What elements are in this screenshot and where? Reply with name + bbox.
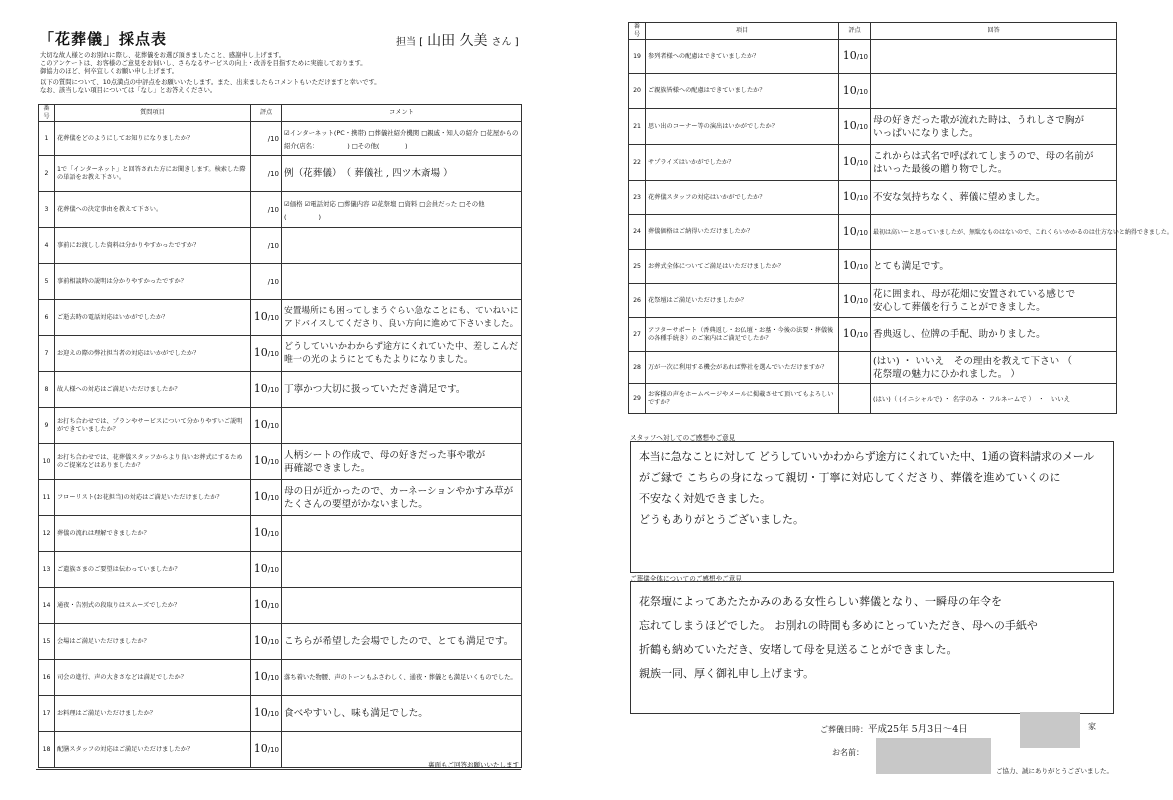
score-cell[interactable]	[839, 40, 871, 74]
header-no: 番号	[39, 105, 55, 122]
table-row	[629, 181, 1117, 215]
comment-cell[interactable]	[871, 40, 1117, 74]
comment-text: 安置場所にも困ってしまうぐらい急なことにも、ていねいに アドバイスしてくださり、良い方向に進めて下さいました。	[284, 305, 519, 329]
score-max: /10	[267, 494, 279, 502]
score-cell[interactable]	[251, 660, 282, 696]
question-text: 配膳スタッフの対応はご満足いただけましたか？	[55, 732, 251, 768]
question-number: 12	[39, 516, 55, 552]
name-label: お名前：	[832, 748, 864, 757]
comment-text: これからは式名で呼ばれてしまうので、母の名前が はいった最後の贈り物でした。	[873, 150, 1094, 175]
score-cell[interactable]	[251, 552, 282, 588]
score-cell[interactable]	[251, 300, 282, 336]
question-number: 17	[39, 696, 55, 732]
score-max: /10	[267, 638, 279, 646]
table-row	[39, 660, 522, 696]
question-text: 花祭壇はご満足いただけましたか？	[646, 284, 839, 318]
comment-cell[interactable]	[871, 181, 1117, 215]
question-number: 22	[629, 145, 646, 181]
question-number: 28	[629, 352, 646, 384]
score-cell[interactable]	[839, 352, 871, 384]
table-row	[39, 156, 522, 192]
table-row	[39, 228, 522, 264]
table-row	[39, 516, 522, 552]
question-text: 会場はご満足いただけましたか？	[55, 624, 251, 660]
page-footer-note: 裏面もご回答お願いいたします	[428, 761, 519, 769]
comment-text: (はい)（ (イニシャルで) ・ 名字のみ ・ フルネームで ） ・ いいえ	[873, 395, 1071, 403]
score-value: 10	[253, 598, 268, 611]
question-text: 花葬儀スタッフの対応はいかがでしたか？	[646, 181, 839, 215]
header-no: 番号	[629, 23, 646, 40]
score-value: 10	[253, 742, 268, 755]
header-question: 質問項目	[55, 105, 251, 122]
comment-text: 母の好きだった歌が流れた時は、うれしさで胸が いっぱいになりました。	[873, 114, 1085, 139]
feedback-line: 花祭壇によってあたたかみのある女性らしい葬儀となり、一瞬母の年令を	[639, 595, 1002, 608]
score-value: 10	[842, 327, 857, 340]
score-max: /10	[856, 263, 868, 271]
feedback-line: 本当に急なことに対して どうしていいかわからず途方にくれていた中、1通の資料請求のメール	[639, 450, 1094, 463]
score-value: 10	[842, 83, 857, 97]
score-value: 10	[842, 293, 857, 306]
question-number: 16	[39, 660, 55, 696]
score-max: /10	[267, 458, 279, 466]
table-row	[629, 284, 1117, 318]
comment-cell[interactable]	[282, 444, 522, 480]
question-number: 13	[39, 552, 55, 588]
score-value: 10	[842, 190, 857, 203]
score-value: 10	[253, 706, 268, 719]
score-cell[interactable]	[251, 516, 282, 552]
table-row	[39, 444, 522, 480]
question-text: お客様の声をホームページやメールに掲載させて頂いてもよろしいですか？	[646, 384, 839, 414]
table-row	[629, 145, 1117, 181]
score-max: /10	[856, 53, 868, 61]
comment-cell[interactable]	[282, 372, 522, 408]
right-page	[628, 20, 1173, 780]
question-text: アフターサポート（香典返し・お仏壇・お墓・今後の法要・葬儀後の各種手続き）のご案内はご満足でしたか？	[646, 318, 839, 352]
question-number: 25	[629, 250, 646, 284]
comment-text: 香典返し、位牌の手配、助かりました。	[873, 329, 1046, 340]
score-cell[interactable]	[839, 318, 871, 352]
question-text: 通夜・告別式の段取りはスムーズでしたか？	[55, 588, 251, 624]
comment-cell[interactable]	[871, 384, 1117, 414]
score-cell[interactable]	[251, 624, 282, 660]
question-text: 思い出のコーナー等の演出はいかがでしたか？	[646, 109, 839, 145]
score-value: 10	[253, 634, 268, 647]
score-cell[interactable]	[839, 109, 871, 145]
score-max: /10	[856, 123, 868, 131]
staff-feedback-box	[630, 441, 1114, 573]
score-cell[interactable]	[251, 480, 282, 516]
question-text: 葬儀価格はご納得いただけましたか？	[646, 215, 839, 250]
comment-cell[interactable]	[871, 318, 1117, 352]
question-text: ご親族皆様への配慮はできていましたか？	[646, 74, 839, 109]
question-text: ご遺族さまのご要望は伝わっていましたか？	[55, 552, 251, 588]
comment-cell[interactable]	[282, 336, 522, 372]
score-value: 10	[253, 490, 268, 503]
comment-cell[interactable]	[282, 192, 522, 228]
intro-text	[40, 52, 520, 95]
family-suffix: 家	[1088, 722, 1096, 731]
score-value: 10	[842, 224, 857, 238]
table-row	[629, 250, 1117, 284]
question-text: ご逝去時の電話対応はいかがでしたか？	[55, 300, 251, 336]
table-row	[39, 552, 522, 588]
comment-cell[interactable]	[871, 250, 1117, 284]
closing-note: ご協力、誠にありがとうございました。	[996, 767, 1113, 775]
comment-text: とても満足です。	[873, 261, 949, 272]
score-value: 10	[253, 562, 268, 575]
table-row	[39, 480, 522, 516]
funeral-date	[820, 721, 968, 735]
score-cell[interactable]	[839, 74, 871, 109]
comment-text: どうしていいかわからず途方にくれていた中、差しこんだ 唯一の光のようにとてもたよりになりました。	[284, 341, 519, 365]
comment-text: 人柄シートの作成で、母の好きだった事や歌が 再確認できました。	[284, 449, 486, 474]
question-number: 19	[629, 40, 646, 74]
survey-table-right	[628, 22, 1173, 414]
redacted-family-name	[1020, 712, 1080, 748]
question-text: 司会の進行、声の大きさなどは満足でしたか？	[55, 660, 251, 696]
comment-cell[interactable]	[282, 552, 522, 588]
question-number: 15	[39, 624, 55, 660]
overall-feedback-label: ご葬儀全体についてのご感想やご意見	[630, 575, 742, 583]
comment-text: (はい) ・ いいえ その理由を教えて下さい （ 花祭壇の魅力にひかれました。 ）	[873, 355, 1072, 380]
intro-line: 大切な故人様とのお別れに際し、花葬儀をお選び頂きましたこと、感謝申し上げます。	[40, 52, 286, 59]
question-number: 26	[629, 284, 646, 318]
comment-cell[interactable]	[871, 352, 1117, 384]
question-number: 14	[39, 588, 55, 624]
score-cell[interactable]	[251, 696, 282, 732]
question-number: 5	[39, 264, 55, 300]
score-value: 10	[253, 346, 268, 359]
score-cell[interactable]	[251, 444, 282, 480]
intro-line: 以下の質問について、10点満点の中評点をお願いいたします。また、出来ましたらコメントもいただけますと幸いです。	[40, 79, 381, 87]
staff-prefix: 担当 [	[396, 37, 424, 48]
question-number: 4	[39, 228, 55, 264]
question-text: 事前相談時の説明は分かりやすかったですか？	[55, 264, 251, 300]
table-row	[39, 336, 522, 372]
intro-line: このアンケートは、お客様のご意見をお伺いし、さらなるサービスの向上・改善を目指すために実施しております。	[40, 60, 367, 68]
question-text: お打ち合わせでは、プランやサービスについて分かりやすいご説明ができていましたか？	[55, 408, 251, 444]
footer-rule	[36, 769, 521, 770]
score-max: /10	[267, 242, 279, 250]
intro-line: なお、該当しない項目については「なし」とお答えください。	[40, 87, 217, 95]
score-cell[interactable]	[251, 122, 282, 156]
question-text: お迎えの際の弊社担当者の対応はいかがでしたか？	[55, 336, 251, 372]
score-max: /10	[267, 350, 279, 358]
score-max: /10	[856, 331, 868, 339]
question-number: 10	[39, 444, 55, 480]
intro-line: 御協力のほど、何卒宜しくお願い申し上げます。	[40, 68, 179, 76]
score-cell[interactable]	[251, 732, 282, 768]
funeral-date-label: ご葬儀日時：	[820, 725, 868, 734]
comment-text: 落ち着いた物腰、声のトーンもふさわしく、通夜・葬儀とも満足いくものでした。	[284, 674, 517, 681]
score-value: 10	[253, 418, 268, 431]
staff-feedback-label: スタッフへ対してのご感想やご意見	[630, 434, 736, 442]
score-value: 10	[253, 526, 268, 539]
score-max: /10	[856, 87, 868, 96]
feedback-line: 忘れてしまうほどでした。 お別れの時間も多めにとっていただき、母への手紙や	[639, 619, 1038, 632]
score-max: /10	[267, 135, 279, 143]
score-value: 10	[842, 119, 857, 132]
score-max: /10	[267, 602, 279, 610]
score-cell[interactable]	[839, 181, 871, 215]
question-number: 21	[629, 109, 646, 145]
question-number: 23	[629, 181, 646, 215]
comment-cell[interactable]	[282, 264, 522, 300]
score-cell[interactable]	[251, 588, 282, 624]
question-number: 27	[629, 318, 646, 352]
header-score: 評点	[839, 23, 871, 40]
feedback-line: がご縁で こちらの身になって親切・丁寧に対応してくださり、葬儀を進めていくのに	[639, 471, 1061, 484]
question-text: お料理はご満足いただけましたか？	[55, 696, 251, 732]
question-number: 18	[39, 732, 55, 768]
score-max: /10	[856, 194, 868, 202]
feedback-line: 折鶴も納めていただき、安堵して母を見送ることができました。	[639, 643, 958, 656]
comment-text: 丁寧かつ大切に扱っていただき満足です。	[284, 384, 466, 395]
comment-cell[interactable]	[282, 156, 522, 192]
comment-cell[interactable]	[871, 109, 1117, 145]
question-number: 2	[39, 156, 55, 192]
score-max: /10	[856, 297, 868, 305]
table-row	[629, 74, 1117, 109]
comment-cell[interactable]	[282, 696, 522, 732]
question-text: 1で「インターネット」と回答された方にお聞きします。検索した際の単語をお教え下さい。	[55, 156, 251, 192]
score-value: 10	[842, 49, 857, 62]
score-value: 10	[253, 382, 268, 395]
funeral-date-value: 平成25年 5月3日～4日	[868, 724, 968, 735]
question-text: 故人様への対応はご満足いただけましたか？	[55, 372, 251, 408]
comment-cell[interactable]	[282, 122, 522, 156]
survey-table-left	[38, 104, 522, 768]
table-row	[629, 40, 1117, 74]
table-row	[629, 109, 1117, 145]
comment-cell[interactable]	[871, 145, 1117, 181]
question-text: お打ち合わせでは、花葬儀スタッフからより良いお葬式にするためのご提案などはありましたか？	[55, 444, 251, 480]
score-max: /10	[267, 530, 279, 538]
table-row	[39, 372, 522, 408]
question-number: 3	[39, 192, 55, 228]
table-row	[39, 122, 522, 156]
score-cell[interactable]	[251, 228, 282, 264]
score-max: /10	[267, 566, 279, 574]
comment-cell[interactable]	[282, 624, 522, 660]
score-cell[interactable]	[839, 215, 871, 250]
comment-cell[interactable]	[871, 74, 1117, 109]
comment-text: 食べやすいし、味も満足でした。	[284, 708, 428, 719]
comment-cell[interactable]	[282, 228, 522, 264]
score-cell[interactable]	[839, 284, 871, 318]
comment-cell[interactable]	[282, 516, 522, 552]
score-max: /10	[267, 710, 279, 718]
score-cell[interactable]	[839, 250, 871, 284]
comment-text: ☑インターネット(PC・携帯) □葬儀社紹介機関 □親戚・知人の紹介 □花屋からの紹介(店名： ) □その他( )	[284, 128, 519, 150]
score-cell[interactable]	[839, 384, 871, 414]
question-number: 6	[39, 300, 55, 336]
comment-cell[interactable]	[282, 480, 522, 516]
comment-text: 母の日が近かったので、カーネーションやかすみ草が たくさんの要望がかないました。	[284, 485, 514, 510]
score-cell[interactable]	[251, 336, 282, 372]
question-number: 24	[629, 215, 646, 250]
overall-feedback-box	[630, 581, 1114, 714]
table-row	[39, 300, 522, 336]
staff-field	[396, 30, 519, 50]
question-number: 29	[629, 384, 646, 414]
question-text: フローリスト(お花担当)の対応はご満足いただけましたか？	[55, 480, 251, 516]
score-value: 10	[842, 259, 857, 272]
score-cell[interactable]	[251, 264, 282, 300]
redacted-name	[876, 738, 991, 774]
question-text: お葬式全体についてご満足はいただけましたか？	[646, 250, 839, 284]
table-row	[629, 384, 1117, 414]
comment-text: 最初は高いーと思っていましたが、無駄なものはないので、これくらいかかるのは仕方ないと納得できました。	[873, 228, 1173, 236]
question-number: 8	[39, 372, 55, 408]
comment-text: ☑価格 ☑電話対応 □葬儀内容 ☑花祭壇 □資料 □会員だった □その他( )	[284, 199, 485, 221]
score-cell[interactable]	[839, 145, 871, 181]
score-cell[interactable]	[251, 156, 282, 192]
header-answer: 回答	[871, 23, 1117, 40]
comment-cell[interactable]	[871, 284, 1117, 318]
comment-cell[interactable]	[871, 215, 1173, 250]
score-max: /10	[267, 386, 279, 394]
table-row	[39, 588, 522, 624]
header-score: 評点	[251, 105, 282, 122]
comment-text: 例（花葬儀） （ 葬儀社 , 四ツ木斎場 ）	[284, 168, 453, 179]
score-max: /10	[267, 422, 279, 430]
question-number: 11	[39, 480, 55, 516]
score-value: 10	[253, 670, 268, 683]
header-item: 項目	[646, 23, 839, 40]
question-number: 1	[39, 122, 55, 156]
feedback-line: どうもありがとうございました。	[639, 513, 804, 526]
score-cell[interactable]	[251, 192, 282, 228]
question-text: サプライズはいかがでしたか？	[646, 145, 839, 181]
question-text: 葬儀の流れは理解できましたか？	[55, 516, 251, 552]
question-text: 参列者様への配慮はできていましたか？	[646, 40, 839, 74]
table-row	[39, 408, 522, 444]
score-value: 10	[842, 155, 857, 168]
form-title: 「花葬儀」採点表	[39, 30, 168, 48]
comment-text: 花に囲まれ、母が花畑に安置されている感じで 安心して葬儀を行うことができました。	[873, 288, 1076, 313]
score-value: 10	[253, 454, 268, 467]
score-max: /10	[267, 170, 279, 178]
question-text: 万が一次に利用する機会があれば弊社を選んでいただけますか？	[646, 352, 839, 384]
score-value: 10	[253, 310, 268, 323]
staff-name: 山田 久美	[427, 33, 488, 49]
comment-cell[interactable]	[282, 408, 522, 444]
score-max: /10	[856, 228, 868, 237]
table-row	[629, 318, 1117, 352]
question-text: 花葬儀への決定事由を教えて下さい。	[55, 192, 251, 228]
table-row	[629, 352, 1117, 384]
comment-text: 不安な気持ちなく、葬儀に望めました。	[873, 192, 1046, 203]
staff-suffix: さん ]	[491, 37, 519, 48]
table-row	[39, 624, 522, 660]
score-max: /10	[267, 206, 279, 214]
table-row	[39, 192, 522, 228]
table-row	[629, 215, 1117, 250]
feedback-line: 不安なく対処できました。	[639, 492, 771, 505]
feedback-line: 親族一同、厚く御礼申し上げます。	[639, 667, 815, 680]
question-number: 20	[629, 74, 646, 109]
question-text: 事前にお渡しした資料は分かりやすかったですか？	[55, 228, 251, 264]
score-max: /10	[267, 314, 279, 322]
score-cell[interactable]	[251, 372, 282, 408]
table-row	[39, 264, 522, 300]
comment-cell[interactable]	[282, 300, 522, 336]
question-number: 7	[39, 336, 55, 372]
comment-cell[interactable]	[282, 588, 522, 624]
header-comment: コメント	[282, 105, 522, 122]
comment-cell[interactable]	[282, 660, 522, 696]
question-text: 花葬儀をどのようにしてお知りになりましたか？	[55, 122, 251, 156]
score-cell[interactable]	[251, 408, 282, 444]
table-row	[39, 696, 522, 732]
score-max: /10	[267, 746, 279, 754]
left-page	[36, 20, 521, 780]
question-number: 9	[39, 408, 55, 444]
score-max: /10	[267, 674, 279, 682]
score-max: /10	[856, 159, 868, 167]
score-max: /10	[267, 278, 279, 286]
comment-text: こちらが希望した会場でしたので、とても満足です。	[284, 636, 514, 647]
